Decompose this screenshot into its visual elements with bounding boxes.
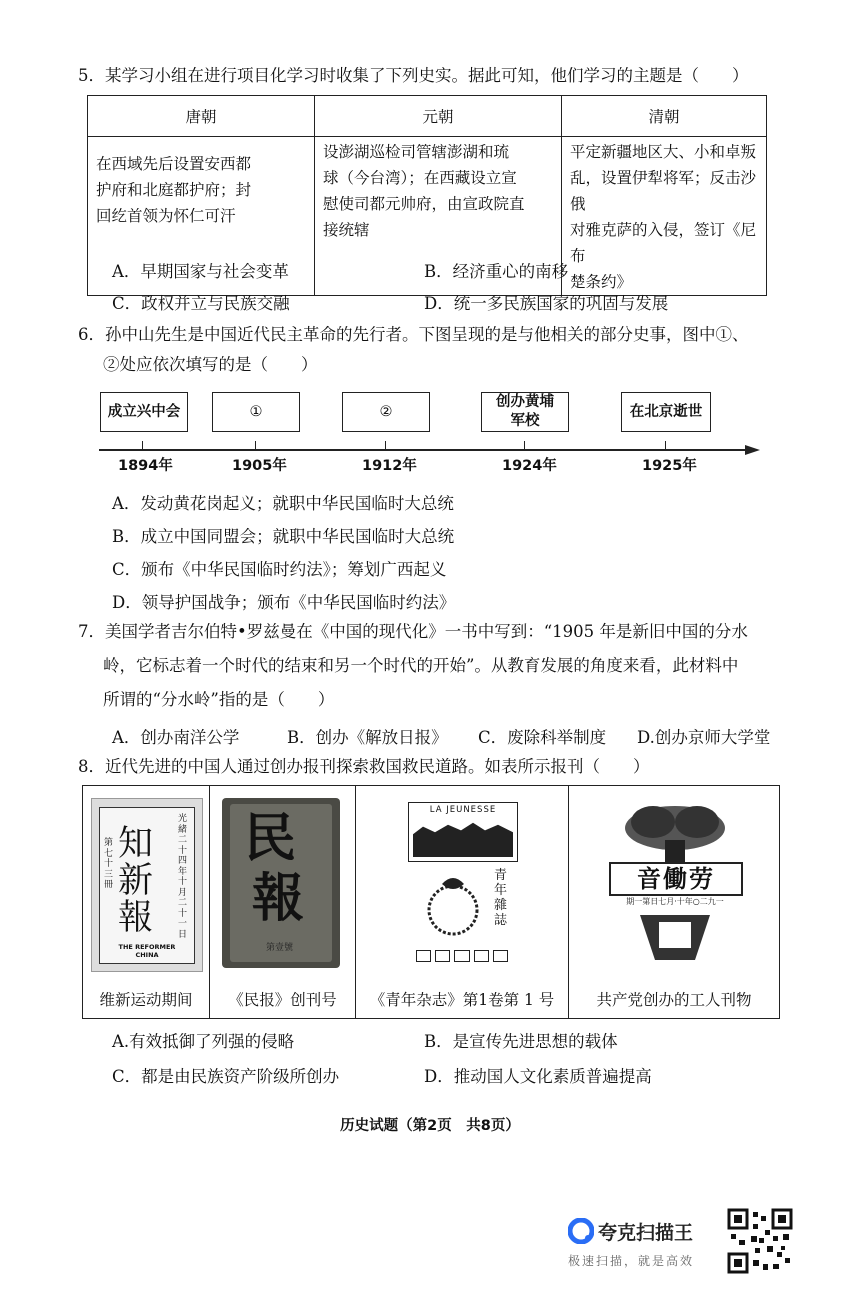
q5-option-c[interactable]: C．政权并立与民族交融 (112, 294, 290, 313)
timeline-year-1894: 1894年 (118, 458, 173, 474)
q8-option-b[interactable]: B．是宣传先进思想的载体 (424, 1032, 618, 1051)
caption-minbao: 《民报》创刊号 (228, 991, 337, 1009)
q5-option-b[interactable]: B．经济重心的南移 (424, 262, 569, 281)
q6-option-d[interactable]: D．领导护国战争；颁布《中华民国临时约法》 (112, 593, 456, 612)
q7-stem-line3: 所谓的“分水岭”指的是（ ） (103, 690, 335, 709)
watermark-brand: 夸克扫描王 (598, 1222, 694, 1244)
wreath-icon (422, 874, 484, 940)
scanner-watermark (566, 1212, 726, 1272)
q6-stem-line1: 6．孙中山先生是中国近代民主革命的先行者。下图呈现的是与他相关的部分史事，图中①、 (78, 325, 749, 344)
q6-option-b[interactable]: B．成立中国同盟会；就职中华民国临时大总统 (112, 527, 455, 546)
timeline-year-1924: 1924年 (502, 458, 557, 474)
q7-option-a[interactable]: A．创办南洋公学 (112, 728, 240, 747)
q7-option-c[interactable]: C．废除科举制度 (478, 728, 607, 747)
qingnian-cover-image: LA JEUNESSE 青年雜誌 (408, 802, 518, 970)
q7-stem-line1: 7．美国学者吉尔伯特•罗兹曼在《中国的现代化》一书中写到：“1905 年是新旧中国的分水 (78, 622, 748, 641)
q7-stem-line2: 岭，它标志着一个时代的结束和另一个时代的开始”。从教育发展的角度来看，此材料中 (103, 656, 739, 675)
q5-cell-qing: 平定新疆地区大、小和卓叛 乱，设置伊犁将军；反击沙俄 对雅克萨的入侵，签订《尼布 楚条约》 (562, 137, 767, 296)
watermark-slogan: 极速扫描，就是高效 (568, 1254, 695, 1268)
q8-option-a[interactable]: A.有效抵御了列强的侵略 (112, 1032, 295, 1051)
q7-option-d[interactable]: D.创办京师大学堂 (637, 728, 771, 747)
timeline-tick (665, 441, 666, 450)
timeline-arrow-icon (745, 443, 761, 457)
q8-cell-minbao (210, 786, 356, 1018)
laodongyin-cover-image: 音働劳 期一第日七月·十年○二九一 (605, 800, 745, 970)
timeline-tick (255, 441, 256, 450)
q6-stem-line2: ②处应依次填写的是（ ） (103, 355, 318, 374)
q5-cell-yuan: 设澎湖巡检司管辖澎湖和琉 球（今台湾）；在西藏设立宣 慰使司都元帅府，由宣政院直 接统辖 (315, 137, 562, 296)
q5-option-d[interactable]: D．统一多民族国家的巩固与发展 (424, 294, 669, 313)
q8-cell-laodongyin (569, 786, 779, 1018)
q5-stem: 5．某学习小组在进行项目化学习时收集了下列史实。据此可知，他们学习的主题是（ ） (78, 66, 749, 85)
caption-laodongyin: 共产党创办的工人刊物 (596, 991, 752, 1009)
timeline-year-1905: 1905年 (232, 458, 287, 474)
timeline-tick (385, 441, 386, 450)
timeline-box-1894: 成立兴中会 (100, 392, 188, 432)
q5-header-tang: 唐朝 (88, 96, 315, 137)
q8-cell-qingnian (356, 786, 569, 1018)
q6-option-c[interactable]: C．颁布《中华民国临时约法》；筹划广西起义 (112, 560, 447, 579)
q8-newspaper-table (82, 785, 780, 1019)
q6-option-a[interactable]: A．发动黄花岗起义；就职中华民国临时大总统 (112, 494, 454, 513)
q5-header-qing: 清朝 (562, 96, 767, 137)
timeline-box-1925: 在北京逝世 (621, 392, 711, 432)
smoke-cloud-icon (615, 800, 735, 870)
zhixinbao-cover-image: 光緒二十四年十月二十一日 第七十三冊 知新報 THE REFORMER CHINA (91, 798, 203, 972)
caption-qingnian: 《青年杂志》第1卷第 1 号 (369, 991, 555, 1009)
page-footer: 历史试题（第2页 共8页） (340, 1118, 520, 1134)
timeline-box-blank-2: ② (342, 392, 430, 432)
qr-code-icon[interactable] (727, 1208, 793, 1274)
q8-stem: 8．近代先进的中国人通过创办报刊探索救国救民道路。如表所示报刊（ ） (78, 757, 650, 776)
q8-option-c[interactable]: C．都是由民族资产阶级所创办 (112, 1067, 340, 1086)
minbao-cover-image: 民 報 第壹號 (222, 798, 340, 968)
quark-logo-icon (568, 1218, 594, 1244)
timeline-axis (99, 449, 749, 451)
q5-option-a[interactable]: A．早期国家与社会变革 (112, 262, 289, 281)
timeline-tick (524, 441, 525, 450)
timeline-box-blank-1: ① (212, 392, 300, 432)
timeline-year-1925: 1925年 (642, 458, 697, 474)
qingnian-footer-boxes (416, 950, 508, 962)
q8-option-d[interactable]: D．推动国人文化素质普遍提高 (424, 1067, 652, 1086)
timeline-year-1912: 1912年 (362, 458, 417, 474)
timeline-tick (142, 441, 143, 450)
crowd-emblem-icon (635, 910, 715, 966)
timeline-box-1924: 创办黄埔 军校 (481, 392, 569, 432)
q7-option-b[interactable]: B．创办《解放日报》 (287, 728, 448, 747)
q5-cell-tang: 在西域先后设置安西都 护府和北庭都护府；封 回纥首领为怀仁可汗 (88, 137, 315, 296)
caption-zhixinbao: 维新运动期间 (99, 991, 193, 1009)
q5-header-yuan: 元朝 (315, 96, 562, 137)
q8-cell-zhixinbao (83, 786, 210, 1018)
